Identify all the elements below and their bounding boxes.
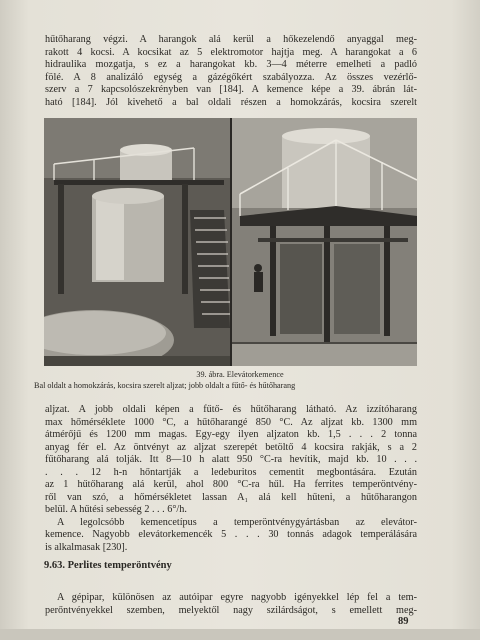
bottom-paragraph xyxy=(45,592,417,617)
text-line: hidraulika mozgatja, s ez a harangokat kb. 3—4 méterre emelheti a padló xyxy=(45,59,417,71)
text-line: A gépipar, különösen az autóipar egyre nagyobb igényekkel lép fel a tem- xyxy=(57,592,417,603)
text-line: fölé. A 8 analizáló egység a gázégőkért szabályozza. Az összes vezérlő- xyxy=(45,71,417,83)
text-line: ható [184]. Jól kivehető a bal oldali részen a homokzárás, kocsira szerelt xyxy=(45,96,417,108)
figure-caption-title: 39. ábra. Elevátorkemence xyxy=(196,370,284,379)
text-line: kemence. Nagyobb elevátorkemencék 5 . . . 30 tonnás adagok temperálására xyxy=(45,529,417,541)
text-line: . . . 12 h-n hőntartják a ledeburitos cementit megbontására. Ezután xyxy=(45,466,417,478)
furnace-photo-illustration xyxy=(44,118,417,366)
text-line: max hőmérséklete 1000 °C, a hűtőharangé 850 °C. Az aljzat kb. 1300 mm xyxy=(45,416,417,428)
text-line: A legolcsóbb kemencetípus a temperöntvénygyártásban az elevátor- xyxy=(57,516,417,528)
furnace-photograph xyxy=(44,118,417,366)
text-line: hűtőharang végzi. A harangok alá kerül a hőkezelendő anyaggal meg- xyxy=(45,34,417,45)
text-line: fűtőharang alá tolják. Itt 8—10 h alatt 950 °C-ra hevítik, majd kb. 10 . . . xyxy=(45,454,417,466)
text-line: átmérőjű és 1200 mm magas. Egy-egy ilyen aljzaton kb. 1,5 . . . 2 tonna xyxy=(45,429,417,441)
text-line: belül. A hűtési sebesség 2 . . . 6°/h. xyxy=(45,504,187,516)
text-line: perőntvényekkel szemben, melyektől nagy szilárdságot, s emellett meg- xyxy=(45,604,417,616)
text-line: az 1 hűtőharang alá kerül, ahol 800 °C-ra hűl. Ha ferrites temperöntvény- xyxy=(45,479,417,491)
text-line: aljzat. A jobb oldali képen a fűtő- és hűtőharang látható. Az izzítóharang xyxy=(45,404,417,415)
text-line: is alkalmasak [230]. xyxy=(45,542,128,554)
section-heading: 9.63. Perlites temperöntvény xyxy=(44,560,172,571)
middle-paragraph xyxy=(45,404,417,555)
bottom-page-edge xyxy=(0,629,480,640)
top-paragraph xyxy=(45,34,417,109)
text-line: rakott 4 kocsi. A kocsikat az 5 elektromotor hajtja meg. A harangokat a 6 xyxy=(45,46,417,58)
text-line: szerv a 7 kapcsolószekrényben van [184]. A kemence képe a 39. ábrán lát- xyxy=(45,84,417,96)
text-line: anyag fér el. Az öntvényt az aljzat szerepét betöltő 4 kocsira rakják, s a 2 xyxy=(45,441,417,453)
page-number: 89 xyxy=(398,616,409,627)
figure-caption-text: Bal oldalt a homokzárás, kocsira szerelt aljzat; jobb oldalt a fűtő- és hűtőharang xyxy=(34,381,296,390)
text-line: ről van szó, a hőmérsékletet lassan A₁ alá kell hűteni, a hűtőharangon xyxy=(45,491,417,503)
